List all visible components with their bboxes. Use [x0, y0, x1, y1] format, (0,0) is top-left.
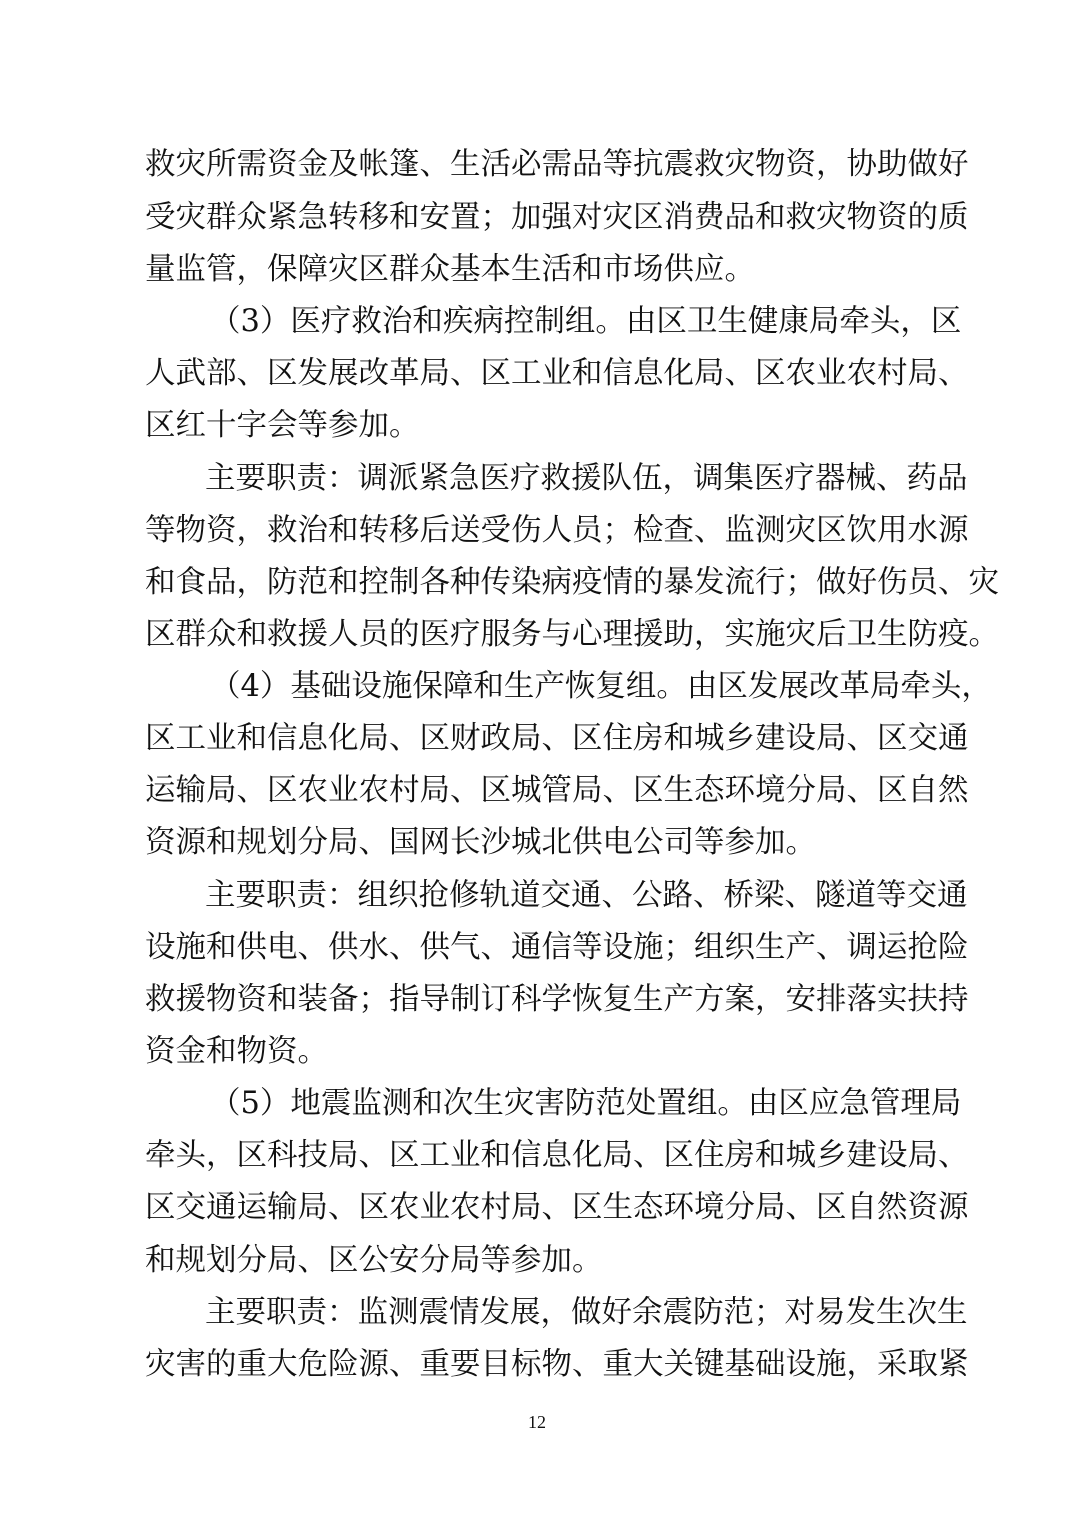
text-line: 救灾所需资金及帐篷、生活必需品等抗震救灾物资，协助做好	[145, 147, 969, 182]
text-line: 区群众和救援人员的医疗服务与心理援助，实施灾后卫生防疫。	[145, 617, 999, 652]
duties-paragraph-start: 主要职责：调派紧急医疗救援队伍，调集医疗器械、药品	[205, 461, 968, 496]
text-line: 灾害的重大危险源、重要目标物、重大关键基础设施，采取紧	[145, 1347, 969, 1382]
duties-paragraph-start: 主要职责：监测震情发展，做好余震防范；对易发生次生	[205, 1295, 968, 1330]
text-line: 受灾群众紧急转移和安置；加强对灾区消费品和救灾物资的质	[145, 200, 969, 235]
text-line: 牵头，区科技局、区工业和信息化局、区住房和城乡建设局、	[145, 1138, 969, 1173]
text-line: 救援物资和装备；指导制订科学恢复生产方案，安排落实扶持	[145, 982, 969, 1017]
text-line: 和食品，防范和控制各种传染病疫情的暴发流行；做好伤员、灾	[145, 565, 999, 600]
text-line: 资金和物资。	[145, 1034, 328, 1069]
text-line: 区红十字会等参加。	[145, 408, 420, 443]
section-heading-5: （5）地震监测和次生灾害防范处置组。由区应急管理局	[210, 1086, 962, 1121]
text-line: 设施和供电、供水、供气、通信等设施；组织生产、调运抢险	[145, 930, 969, 965]
section-heading-4: （4）基础设施保障和生产恢复组。由区发展改革局牵头，	[210, 669, 992, 704]
text-line: 等物资，救治和转移后送受伤人员；检查、监测灾区饮用水源	[145, 513, 969, 548]
text-line: 量监管，保障灾区群众基本生活和市场供应。	[145, 252, 755, 287]
text-line: 区交通运输局、区农业农村局、区生态环境分局、区自然资源	[145, 1190, 969, 1225]
page-number: 12	[528, 1412, 546, 1432]
text-line: 人武部、区发展改革局、区工业和信息化局、区农业农村局、	[145, 356, 969, 391]
text-line: 资源和规划分局、国网长沙城北供电公司等参加。	[145, 825, 816, 860]
text-line: 和规划分局、区公安分局等参加。	[145, 1243, 603, 1278]
text-line: 区工业和信息化局、区财政局、区住房和城乡建设局、区交通	[145, 721, 969, 756]
section-heading-3: （3）医疗救治和疾病控制组。由区卫生健康局牵头，区	[210, 304, 962, 339]
text-line: 运输局、区农业农村局、区城管局、区生态环境分局、区自然	[145, 773, 969, 808]
duties-paragraph-start: 主要职责：组织抢修轨道交通、公路、桥梁、隧道等交通	[205, 878, 968, 913]
